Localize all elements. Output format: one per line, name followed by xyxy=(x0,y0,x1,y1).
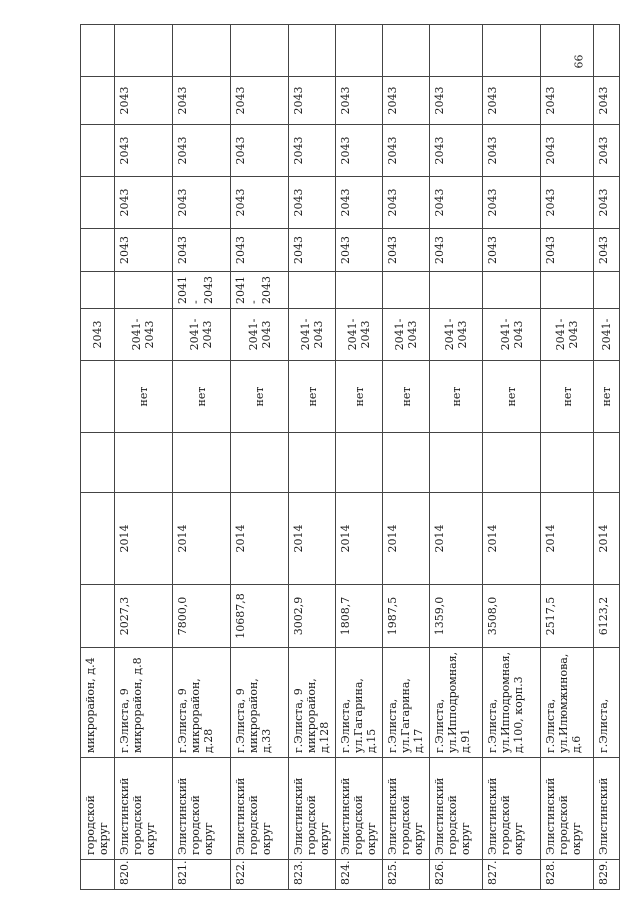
cell-y5: 2043 xyxy=(430,77,483,125)
cell-y3: 2043 xyxy=(483,177,541,229)
cell-municipality: Элистинский городской округ xyxy=(114,758,172,860)
cell-municipality: Элистинский городской округ xyxy=(541,758,594,860)
cell-y5: 2043 xyxy=(336,77,383,125)
cell-empty xyxy=(336,433,383,493)
cell-extra xyxy=(114,25,172,77)
cell-num: 821. xyxy=(172,860,230,890)
cell-empty xyxy=(231,433,289,493)
cell-y3: 2043 xyxy=(430,177,483,229)
cell-area: 7800,0 xyxy=(172,585,230,648)
table-row xyxy=(541,25,594,890)
cell-y4: 2043 xyxy=(483,125,541,177)
cell-status xyxy=(81,361,115,433)
cell-address: г.Элиста, ул.Гагарина, д.15 xyxy=(336,648,383,758)
cell-plan: 2041-2043 xyxy=(383,309,430,361)
cell-plan: 2041-2043 xyxy=(289,309,336,361)
table-row xyxy=(336,25,383,890)
cell-municipality: Элистинский xyxy=(594,758,620,860)
cell-num: 826. xyxy=(430,860,483,890)
cell-municipality: Элистинский городской округ xyxy=(383,758,430,860)
cell-status: нет xyxy=(231,361,289,433)
cell-municipality: городской округ xyxy=(81,758,115,860)
cell-area: 1808,7 xyxy=(336,585,383,648)
cell-extra xyxy=(231,25,289,77)
cell-num: 828. xyxy=(541,860,594,890)
cell-address: г.Элиста, 9 микрорайон, д.33 xyxy=(231,648,289,758)
cell-year: 2014 xyxy=(289,493,336,585)
cell-area: 2517,5 xyxy=(541,585,594,648)
cell-municipality: Элистинский городской округ xyxy=(430,758,483,860)
cell-plan: 2041-2043 xyxy=(336,309,383,361)
cell-num: 820. xyxy=(114,860,172,890)
cell-y1 xyxy=(114,272,172,309)
cell-y4: 2043 xyxy=(231,125,289,177)
cell-extra xyxy=(483,25,541,77)
table-row xyxy=(114,25,172,890)
table-row xyxy=(231,25,289,890)
cell-extra xyxy=(289,25,336,77)
cell-y3 xyxy=(81,177,115,229)
cell-y5: 2043 xyxy=(289,77,336,125)
cell-y2: 2043 xyxy=(289,229,336,272)
cell-y1 xyxy=(483,272,541,309)
cell-extra xyxy=(81,25,115,77)
cell-y2: 2043 xyxy=(383,229,430,272)
cell-y3: 2043 xyxy=(114,177,172,229)
cell-y4: 2043 xyxy=(336,125,383,177)
cell-year: 2014 xyxy=(114,493,172,585)
cell-y5: 2043 xyxy=(483,77,541,125)
cell-y3: 2043 xyxy=(289,177,336,229)
cell-extra xyxy=(430,25,483,77)
cell-status: нет xyxy=(383,361,430,433)
cell-extra xyxy=(336,25,383,77)
cell-y2 xyxy=(81,229,115,272)
cell-area: 10687,8 xyxy=(231,585,289,648)
cell-num: 823. xyxy=(289,860,336,890)
cell-empty xyxy=(383,433,430,493)
cell-y4: 2043 xyxy=(594,125,620,177)
cell-y3: 2043 xyxy=(541,177,594,229)
cell-address: г.Элиста, ул.Илюмжинова, д.6 xyxy=(541,648,594,758)
cell-empty xyxy=(430,433,483,493)
cell-status: нет xyxy=(594,361,620,433)
cell-address: г.Элиста, xyxy=(594,648,620,758)
cell-empty xyxy=(114,433,172,493)
cell-y1: 2041 - 2043 xyxy=(172,272,230,309)
cell-empty xyxy=(483,433,541,493)
cell-y2: 2043 xyxy=(336,229,383,272)
cell-municipality: Элистинский городской округ xyxy=(231,758,289,860)
cell-year: 2014 xyxy=(541,493,594,585)
cell-y4 xyxy=(81,125,115,177)
cell-y5: 2043 xyxy=(172,77,230,125)
cell-year: 2014 xyxy=(172,493,230,585)
cell-num: 829. xyxy=(594,860,620,890)
cell-empty xyxy=(594,433,620,493)
cell-status: нет xyxy=(483,361,541,433)
cell-y2: 2043 xyxy=(231,229,289,272)
cell-area: 6123,2 xyxy=(594,585,620,648)
table-row xyxy=(430,25,483,890)
cell-address: г.Элиста, ул.Ипподромная, д.91 xyxy=(430,648,483,758)
cell-plan: 2043 xyxy=(81,309,115,361)
cell-y5: 2043 xyxy=(231,77,289,125)
cell-area: 3002,9 xyxy=(289,585,336,648)
cell-y2: 2043 xyxy=(114,229,172,272)
cell-y2: 2043 xyxy=(594,229,620,272)
cell-y4: 2043 xyxy=(541,125,594,177)
cell-plan: 2041-2043 xyxy=(114,309,172,361)
cell-num: 824. xyxy=(336,860,383,890)
cell-y4: 2043 xyxy=(114,125,172,177)
cell-address: г.Элиста, 9 микрорайон, д.128 xyxy=(289,648,336,758)
cell-plan: 2041-2043 xyxy=(172,309,230,361)
cell-address: г.Элиста, ул.Ипподромная, д.100, корп.3 xyxy=(483,648,541,758)
table-row xyxy=(483,25,541,890)
cell-plan: 2041-2043 xyxy=(483,309,541,361)
cell-area xyxy=(81,585,115,648)
cell-y5 xyxy=(81,77,115,125)
cell-empty xyxy=(289,433,336,493)
cell-y2: 2043 xyxy=(541,229,594,272)
cell-year xyxy=(81,493,115,585)
cell-extra xyxy=(594,25,620,77)
cell-municipality: Элистинский городской округ xyxy=(289,758,336,860)
cell-address: г.Элиста, 9 микрорайон, д.28 xyxy=(172,648,230,758)
cell-plan: 2041-2043 xyxy=(430,309,483,361)
cell-num: 825. xyxy=(383,860,430,890)
cell-num: 827. xyxy=(483,860,541,890)
cell-empty xyxy=(172,433,230,493)
cell-year: 2014 xyxy=(336,493,383,585)
table-row xyxy=(383,25,430,890)
cell-year: 2014 xyxy=(383,493,430,585)
cell-status: нет xyxy=(336,361,383,433)
cell-y4: 2043 xyxy=(430,125,483,177)
cell-status: нет xyxy=(172,361,230,433)
cell-y4: 2043 xyxy=(383,125,430,177)
cell-num xyxy=(81,860,115,890)
cell-y3: 2043 xyxy=(172,177,230,229)
cell-extra xyxy=(172,25,230,77)
cell-y2: 2043 xyxy=(430,229,483,272)
cell-y1 xyxy=(336,272,383,309)
cell-municipality: Элистинский городской округ xyxy=(172,758,230,860)
cell-year: 2014 xyxy=(430,493,483,585)
cell-empty xyxy=(541,433,594,493)
cell-address: микрорайон, д.4 xyxy=(81,648,115,758)
cell-y5: 2043 xyxy=(541,77,594,125)
rotated-sheet xyxy=(80,25,620,890)
table-row xyxy=(172,25,230,890)
cell-y3: 2043 xyxy=(231,177,289,229)
cell-area: 1987,5 xyxy=(383,585,430,648)
cell-y4: 2043 xyxy=(172,125,230,177)
cell-area: 1359,0 xyxy=(430,585,483,648)
cell-y1 xyxy=(541,272,594,309)
cell-year: 2014 xyxy=(231,493,289,585)
cell-plan: 2041-2043 xyxy=(541,309,594,361)
cell-municipality: Элистинский городской округ xyxy=(336,758,383,860)
cell-y1 xyxy=(383,272,430,309)
cell-plan: 2041-2043 xyxy=(231,309,289,361)
cell-y2: 2043 xyxy=(483,229,541,272)
cell-status: нет xyxy=(114,361,172,433)
cell-status: нет xyxy=(541,361,594,433)
page-number: 99 xyxy=(571,54,585,69)
cell-y4: 2043 xyxy=(289,125,336,177)
cell-y5: 2043 xyxy=(383,77,430,125)
table-row xyxy=(289,25,336,890)
cell-y3: 2043 xyxy=(336,177,383,229)
cell-num: 822. xyxy=(231,860,289,890)
cell-plan: 2041- xyxy=(594,309,620,361)
cell-area: 2027,3 xyxy=(114,585,172,648)
cell-address: г.Элиста, 9 микрорайон, д.8 xyxy=(114,648,172,758)
cell-extra xyxy=(383,25,430,77)
cell-y3: 2043 xyxy=(383,177,430,229)
cell-empty xyxy=(81,433,115,493)
cell-y1 xyxy=(81,272,115,309)
cell-municipality: Элистинский городской округ xyxy=(483,758,541,860)
cell-address: г.Элиста, ул.Гагарина, д.17 xyxy=(383,648,430,758)
cell-y1: 2041 - 2043 xyxy=(231,272,289,309)
cell-year: 2014 xyxy=(483,493,541,585)
cell-status: нет xyxy=(289,361,336,433)
cell-y5: 2043 xyxy=(114,77,172,125)
header-row xyxy=(81,25,115,890)
cell-y5: 2043 xyxy=(594,77,620,125)
cell-year: 2014 xyxy=(594,493,620,585)
housing-table xyxy=(80,24,620,890)
cell-y1 xyxy=(289,272,336,309)
cell-y2: 2043 xyxy=(172,229,230,272)
cell-y1 xyxy=(594,272,620,309)
cell-status: нет xyxy=(430,361,483,433)
cell-y3: 2043 xyxy=(594,177,620,229)
cell-y1 xyxy=(430,272,483,309)
table-row xyxy=(594,25,620,890)
cell-extra xyxy=(541,25,594,77)
cell-area: 3508,0 xyxy=(483,585,541,648)
